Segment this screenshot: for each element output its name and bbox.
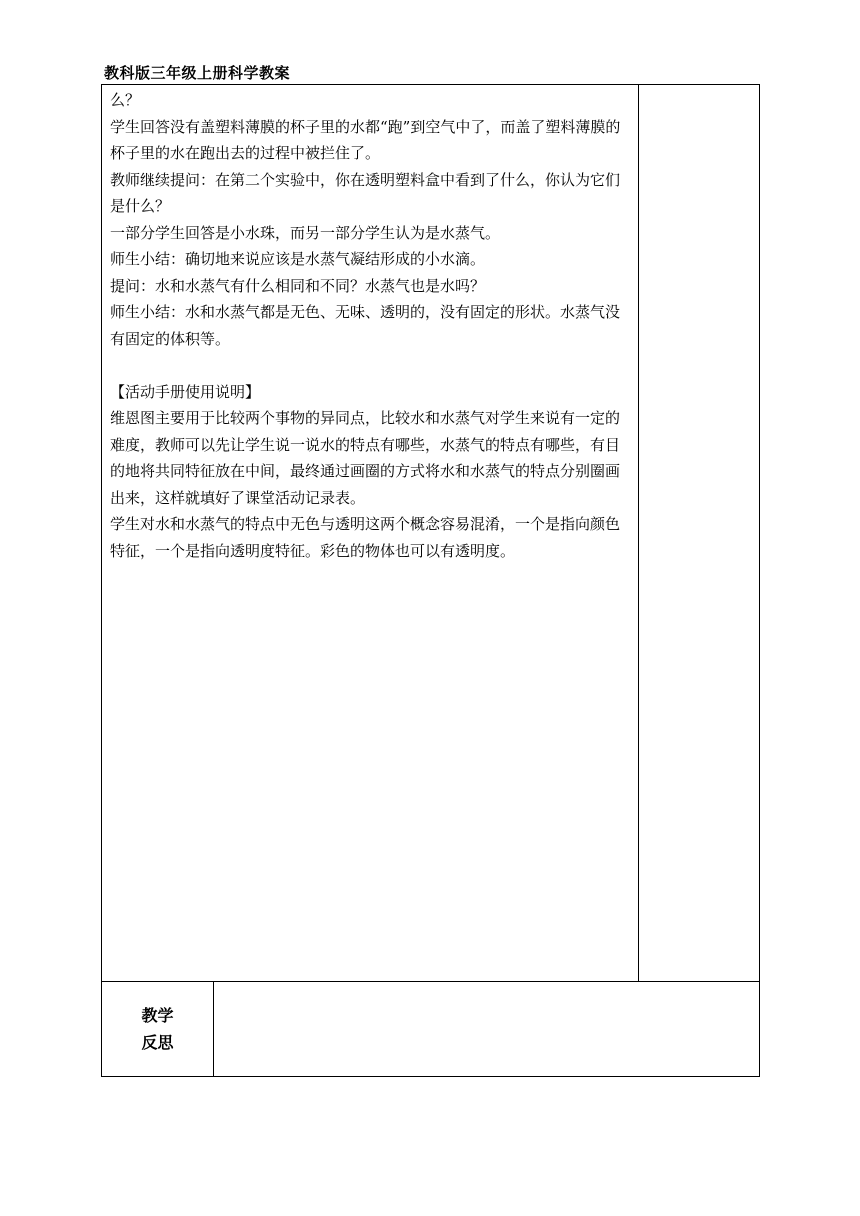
content-paragraph: 师生小结：确切地来说应该是水蒸气凝结形成的小水滴。 bbox=[110, 250, 486, 268]
blank-line bbox=[110, 352, 632, 379]
reflection-label-line1: 教学 bbox=[141, 1006, 174, 1025]
content-row bbox=[102, 85, 760, 982]
content-paragraph: 学生回答没有盖塑料薄膜的杯子里的水都“跑”到空气中了，而盖了塑料薄膜的杯子里的水在跑出去的过程中被拦住了。 bbox=[110, 117, 621, 162]
section-paragraph: 维恩图主要用于比较两个事物的异同点，比较水和水蒸气对学生来说有一定的难度，教师可以先让学生说一说水的特点有哪些，水蒸气的特点有哪些，有目的地将共同特征放在中间，最终通过画圈的方式将水和水蒸气的特点分别圈画出来，这样就填好了课堂活动记录表。 bbox=[110, 409, 621, 507]
content-paragraph: 一部分学生回答是小水珠，而另一部分学生认为是水蒸气。 bbox=[110, 223, 501, 242]
section-title: 【活动手册使用说明】 bbox=[110, 382, 261, 401]
page-header-title: 教科版三年级上册科学教案 bbox=[104, 64, 291, 82]
reflection-label-line2: 反思 bbox=[141, 1033, 174, 1052]
reflection-row bbox=[102, 982, 760, 1077]
reflection-label-cell bbox=[102, 982, 214, 1077]
reflection-value-cell bbox=[214, 982, 760, 1077]
content-paragraph: 提问：水和水蒸气有什么相同和不同？水蒸气也是水吗？ bbox=[110, 276, 486, 295]
content-body bbox=[102, 85, 638, 564]
content-paragraph: 么？ bbox=[110, 91, 141, 109]
section-paragraph: 学生对水和水蒸气的特点中无色与透明这两个概念容易混淆，一个是指向颜色特征，一个是指向透明度特征。彩色的物体也可以有透明度。 bbox=[110, 515, 621, 560]
notes-column-cell bbox=[639, 85, 760, 982]
content-cell bbox=[102, 85, 639, 982]
content-paragraph: 师生小结：水和水蒸气都是无色、无味、透明的，没有固定的形状。水蒸气没有固定的体积等。 bbox=[110, 303, 621, 348]
content-paragraph: 教师继续提问：在第二个实验中，你在透明塑料盒中看到了什么，你认为它们是什么？ bbox=[110, 170, 621, 215]
lesson-plan-table bbox=[101, 84, 760, 1077]
